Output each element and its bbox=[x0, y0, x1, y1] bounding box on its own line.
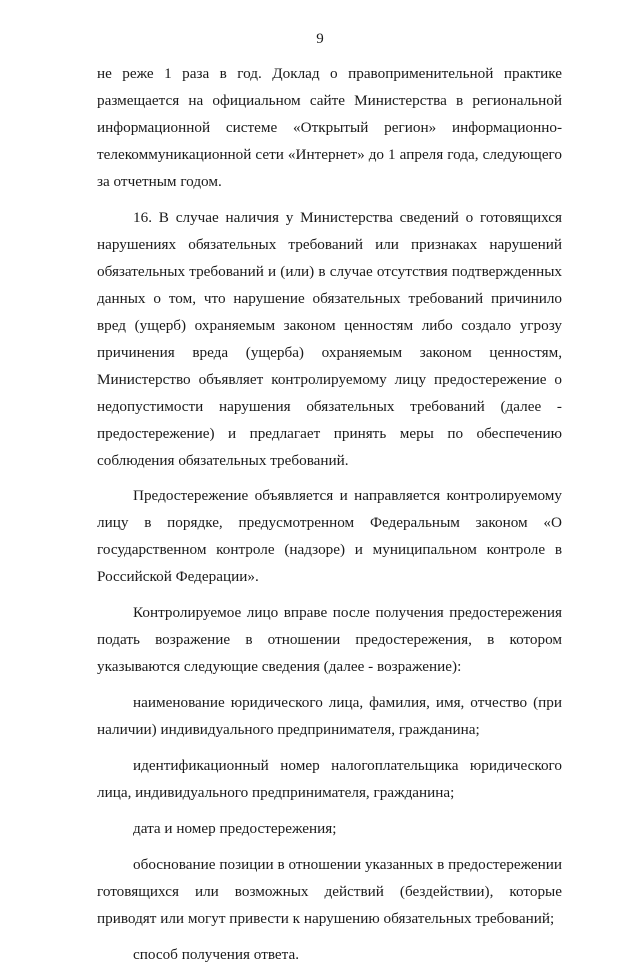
paragraph-report-publication: не реже 1 раза в год. Доклад о правоприменительной практике размещается на официальном сайте Министерства в региональной информационной системе «Открытый регион» информационно-телекоммуникационной сети «Интернет» до 1 апреля года, следующего за отчетным годом. bbox=[97, 65, 562, 190]
paragraph-warning-procedure: Предостережение объявляется и направляется контролируемому лицу в порядке, предусмотренном Федеральным законом «О государственном контроле (надзоре) и муниципальном контроле в Российской Федерации». bbox=[97, 487, 562, 585]
list-item-name: наименование юридического лица, фамилия, имя, отчество (при наличии) индивидуального предпринимателя, гражданина; bbox=[97, 694, 562, 738]
page-number: 9 bbox=[316, 31, 324, 47]
list-item-response-method: способ получения ответа. bbox=[133, 946, 300, 963]
list-item-inn: идентификационный номер налогоплательщика юридического лица, индивидуального предпринимателя, гражданина; bbox=[97, 757, 562, 801]
document-body bbox=[97, 60, 562, 968]
paragraph-16-warning: 16. В случае наличия у Министерства сведений о готовящихся нарушениях обязательных требований или признаках нарушений обязательных требований и (или) в случае отсутствия подтвержденных данных о том, что нарушение обязательных требований причинило вред (ущерб) охраняемым законом ценностям либо создало угрозу причинения вреда (ущерба) охраняемым законом ценностям, Министерство объявляет контролируемому лицу предостережение о недопустимости нарушения обязательных требований (далее - предостережение) и предлагает принять меры по обеспечению соблюдения обязательных требований. bbox=[97, 209, 562, 469]
list-item-warning-date-number: дата и номер предостережения; bbox=[133, 820, 337, 837]
list-item-justification: обоснование позиции в отношении указанных в предостережении готовящихся или возможных действий (бездействии), которые приводят или могут привести к нарушению обязательных требований; bbox=[97, 856, 562, 927]
paragraph-objection-right: Контролируемое лицо вправе после получения предостережения подать возражение в отношении предостережения, в котором указываются следующие сведения (далее - возражение): bbox=[97, 604, 562, 675]
